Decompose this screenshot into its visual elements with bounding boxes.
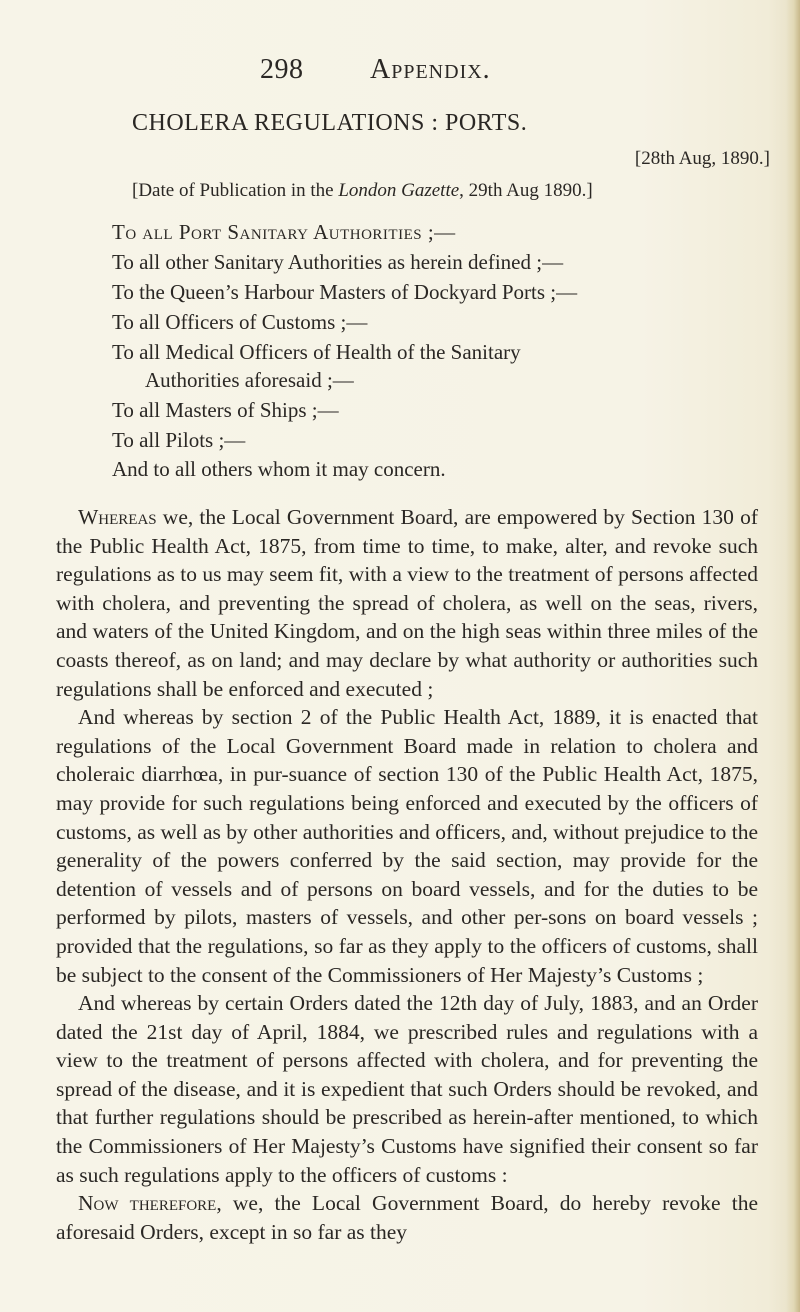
gazette-name: London Gazette [338,180,460,201]
paragraph-text: we, the Local Government Board, do hereby revoke the aforesaid Orders, except in so far as they [56,1191,759,1244]
paragraph-lead: Now therefore, [78,1191,222,1216]
addressee-line: To all Officers of Customs ;— [112,310,368,334]
dateline: [28th Aug, 1890.] [634,148,770,169]
paragraph-text: And whereas by certain Orders dated the 12th day of July, 1883, and an Order dated the 21st day of April, 1884, we prescribed rules and regulations with a view to the treatment of persons affected with cholera, and for preventing the spread of the disease, and it is expedient that such Orders should be revoked, and that further regulations should be prescribed as herein-after mentioned, to which the Commissioners of Her Majesty’s Customs have signified their consent so far as such regulations apply to the officers of customs : [56,991,758,1187]
paragraph [56,989,758,1189]
paragraph-text: we, the Local Government Board, are empowered by Section 130 of the Public Health Act, 1875, from time to time, to make, alter, and revoke such regulations as to us may seem fit, with a view to the treatment of persons affected with cholera, and preventing the spread of cholera, as well on the seas, rivers, and waters of the United Kingdom, and on the high seas within three miles of the coasts thereof, as on land; and may declare by what authority or authorities such regulations shall be enforced and executed ; [56,505,758,701]
paragraph-lead: Whereas [78,505,157,529]
paragraph [56,1189,758,1246]
page-number: 298 [260,54,304,85]
section-title: CHOLERA REGULATIONS : PORTS. [132,110,528,136]
addressee-line: To all Masters of Ships ;— [112,398,339,422]
page-edge-shadow [786,0,800,1312]
running-head: Appendix. [370,54,491,85]
publication-note [132,180,593,202]
addressee-line: To all Medical Officers of Health of the Sanitary [112,340,521,364]
addressee-line: To all other Sanitary Authorities as herein defined ;— [112,250,564,274]
publication-prefix: [Date of Publication in the [132,180,339,201]
addressee-line: And to all others whom it may concern. [112,457,446,481]
addressee-line: To the Queen’s Harbour Masters of Dockyard Ports ;— [112,280,578,304]
paragraph-text: And whereas by section 2 of the Public Health Act, 1889, it is enacted that regulations of the Local Government Board made in relation to cholera and choleraic diarrhœa, in pur-suance of section 130 of the Public Health Act, 1875, may provide for such regulations being enforced and executed by the officers of customs, as well as by other authorities and officers, and, without prejudice to the generality of the powers conferred by the said section, may provide for the detention of vessels and of persons on board vessels, and for the duties to be performed by pilots, masters of vessels, and other per-sons on board vessels ; provided that the regulations, so far as they apply to the officers of customs, shall be subject to the consent of the Commissioners of Her Majesty’s Customs ; [56,705,758,987]
addressee-line: Authorities aforesaid ;— [145,368,354,392]
paragraph [56,703,758,989]
publication-suffix: , 29th Aug 1890.] [459,180,593,201]
paragraph [56,503,758,703]
body-text [56,503,758,1246]
addressee-line: To all Port Sanitary Authorities ;— [112,220,456,244]
addressee-line: To all Pilots ;— [112,428,246,452]
